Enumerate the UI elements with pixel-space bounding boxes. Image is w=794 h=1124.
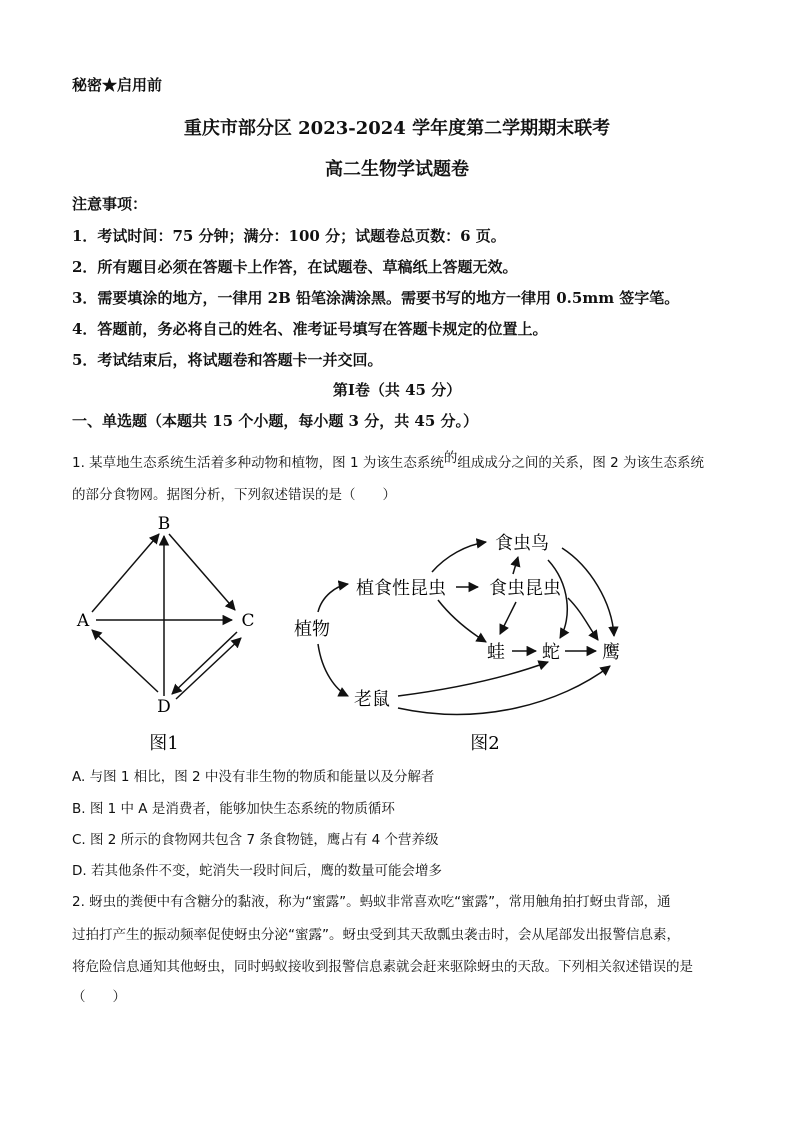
q2-stem-line: 过拍打产生的振动频率促使蚜虫分泌“蜜露”。蚜虫受到其天敌瓢虫袭击时，会从尾部发出报警信息素， (72, 927, 680, 943)
arrow-herb-bird (432, 542, 486, 572)
q2-stem-line: （ ） (72, 989, 126, 1005)
notice-item: 4．答题前，务必将自己的姓名、准考证号填写在答题卡规定的位置上。 (72, 320, 548, 338)
arrow-herb-frog (438, 600, 486, 642)
node-frog: 蛙 (487, 642, 505, 663)
notice-item: 5．考试结束后，将试题卷和答题卡一并交回。 (72, 351, 383, 369)
q1-option-d: D. 若其他条件不变，蛇消失一段时间后，鹰的数量可能会增多 (72, 863, 442, 879)
arrow-a-b (92, 534, 159, 612)
arrow-mouse-snake (398, 662, 548, 696)
figure-2-caption: 图2 (470, 733, 500, 754)
q1-stem-text: 组成成分之间的关系，图 2 为该生态系统 (457, 455, 705, 471)
node-mouse: 老鼠 (354, 689, 390, 710)
arrow-mouse-eagle (398, 666, 610, 714)
q1-option-c: C. 图 2 所示的食物网共包含 7 条食物链，鹰占有 4 个营养级 (72, 832, 439, 848)
node-insectivorous-bird: 食虫鸟 (495, 533, 549, 554)
q1-figures (0, 500, 794, 760)
secret-label: 秘密★启用前 (72, 76, 163, 94)
q2-stem-line: 2. 蚜虫的粪便中有含糖分的黏液，称为“蜜露”。蚂蚁非常喜欢吃“蜜露”，常用触角拍打蚜虫背部，通 (72, 894, 671, 910)
q1-stem-superscript: 的 (443, 450, 458, 466)
part-heading: 第Ⅰ卷（共 45 分） (332, 381, 462, 399)
q2-stem-line: 将危险信息通知其他蚜虫，同时蚂蚁接收到报警信息素就会赶来驱除蚜虫的天敌。下列相关叙述错误的是 (72, 959, 693, 975)
node-herbivorous-insect: 植食性昆虫 (356, 578, 446, 599)
q1-option-b: B. 图 1 中 A 是消费者，能够加快生态系统的物质循环 (72, 801, 395, 817)
figure-1-caption: 图1 (149, 733, 179, 754)
arrow-insect-bird (513, 557, 518, 574)
arrow-bird-eagle (562, 548, 614, 636)
exam-subtitle: 高二生物学试题卷 (325, 159, 469, 180)
exam-title: 重庆市部分区 2023-2024 学年度第二学期期末联考 (183, 118, 611, 139)
q1-stem-line1 (72, 451, 704, 471)
node-eagle: 鹰 (602, 642, 620, 663)
node-d: D (157, 697, 171, 717)
figure-1 (76, 514, 255, 754)
arrow-b-c (169, 534, 235, 610)
arrow-insect-frog (500, 602, 516, 634)
node-plant: 植物 (294, 619, 330, 640)
notice-item: 3．需要填涂的地方，一律用 2B 铅笔涂满涂黑。需要书写的地方一律用 0.5mm 签字笔。 (72, 289, 680, 307)
arrow-d-c (176, 638, 241, 699)
section-heading: 一、单选题（本题共 15 个小题，每小题 3 分，共 45 分。） (72, 412, 479, 430)
node-snake: 蛇 (542, 642, 560, 663)
q1-option-a: A. 与图 1 相比，图 2 中没有非生物的物质和能量以及分解者 (72, 769, 435, 785)
node-c: C (241, 611, 255, 631)
arrow-bird-snake (548, 560, 567, 638)
arrow-plant-herb (318, 584, 348, 612)
arrow-insect-eagle (568, 598, 598, 640)
figure-2 (294, 533, 620, 754)
notice-item: 1．考试时间：75 分钟；满分：100 分；试题卷总页数：6 页。 (72, 227, 506, 245)
arrow-d-a (92, 630, 158, 692)
node-a: A (76, 611, 90, 631)
q1-stem-text: 1. 某草地生态系统生活着多种动物和植物，图 1 为该生态系统 (72, 455, 444, 471)
arrow-c-d (172, 632, 237, 694)
notice-item: 2．所有题目必须在答题卡上作答，在试题卷、草稿纸上答题无效。 (72, 258, 518, 276)
arrow-plant-mouse (318, 644, 348, 696)
node-insectivorous-insect: 食虫昆虫 (489, 578, 561, 599)
notice-heading: 注意事项： (72, 195, 148, 213)
node-b: B (157, 514, 171, 534)
q1-stem-line2: 的部分食物网。据图分析，下列叙述错误的是（ ） (72, 487, 396, 503)
